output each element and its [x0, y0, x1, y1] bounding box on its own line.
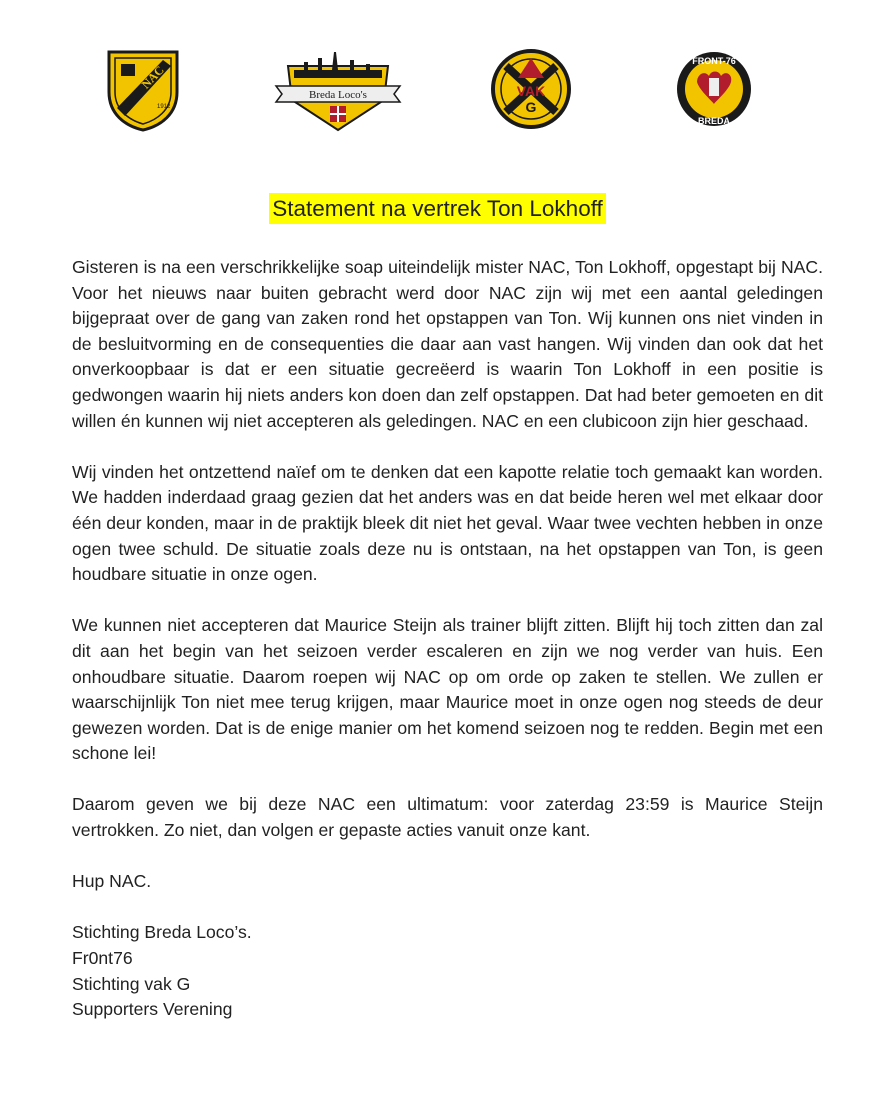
- signatory: Stichting Breda Loco’s.: [72, 922, 252, 943]
- front-76-logo: [675, 48, 753, 130]
- closing-line: Hup NAC.: [72, 871, 152, 892]
- signatory: Stichting vak G: [72, 973, 191, 994]
- svg-text:VAK: VAK: [516, 83, 546, 99]
- page-title: Statement na vertrek Ton Lokhoff: [269, 193, 606, 224]
- svg-text:BREDA: BREDA: [697, 116, 731, 126]
- svg-text:Breda Loco's: Breda Loco's: [309, 89, 367, 101]
- vak-g-logo: [490, 48, 572, 130]
- signatory: Supporters Verening: [72, 999, 233, 1020]
- svg-text:1912: 1912: [157, 104, 171, 110]
- paragraph: Daarom geven we bij deze NAC een ultimatum: voor zaterdag 23:59 is Maurice Steijn vertrokken. Zo niet, dan volgen er gepaste acties vanuit onze kant.: [72, 794, 823, 841]
- signatory: Fr0nt76: [72, 948, 133, 969]
- paragraph: Gisteren is na een verschrikkelijke soap uiteindelijk mister NAC, Ton Lokhoff, opgestapt bij NAC. Voor het nieuws naar buiten gebracht werd door NAC zijn wij met een aantal geledingen bijgepraat over de gang van zaken rond het opstappen van Ton. Wij kunnen ons niet vinden in de besluitvorming en de consequenties die daar aan vast hangen. Wij vinden dan ook dat het onverkoopbaar is dat er een situatie gecreëerd is waarin Ton Lokhoff in een positie is gedwongen waarin hij niets anders kon doen dan zelf opstappen. Dat had beter gemoeten en dit willen én kunnen wij niet accepteren als geledingen. NAC en een clubicoon zijn hier geschaad.: [72, 257, 823, 431]
- signatories: [72, 920, 823, 1022]
- nac-logo: [105, 48, 181, 132]
- paragraph: Wij vinden het ontzettend naïef om te denken dat een kapotte relatie toch gemaakt kan worden. We hadden inderdaad graag gezien dat het anders was en dat beide heren wel met elkaar door één deur konden, maar in de praktijk bleek dit niet het geval. Waar twee vechten hebben in onze ogen twee schuld. De situatie zoals deze nu is ontstaan, na het opstappen van Ton, is geen houdbare situatie in onze ogen.: [72, 461, 823, 585]
- breda-locos-logo: [274, 48, 402, 132]
- statement-body: [72, 255, 823, 1023]
- logo-row: [0, 48, 875, 138]
- svg-text:FRONT-76: FRONT-76: [692, 56, 736, 66]
- svg-text:NAC: NAC: [138, 63, 167, 92]
- paragraph: We kunnen niet accepteren dat Maurice Steijn als trainer blijft zitten. Blijft hij toch zitten dan zal dit aan het begin van het seizoen verder escaleren en zijn we nog verder van huis. Een onhoudbare situatie. Daarom roepen wij NAC op om orde op zaken te stellen. We zullen er waarschijnlijk Ton niet mee terug krijgen, maar Maurice moet in onze ogen nog steeds de deur gewezen worden. Dat is de enige manier om het komend seizoen nog te redden. Begin met een schone lei!: [72, 615, 823, 764]
- svg-text:G: G: [525, 99, 537, 115]
